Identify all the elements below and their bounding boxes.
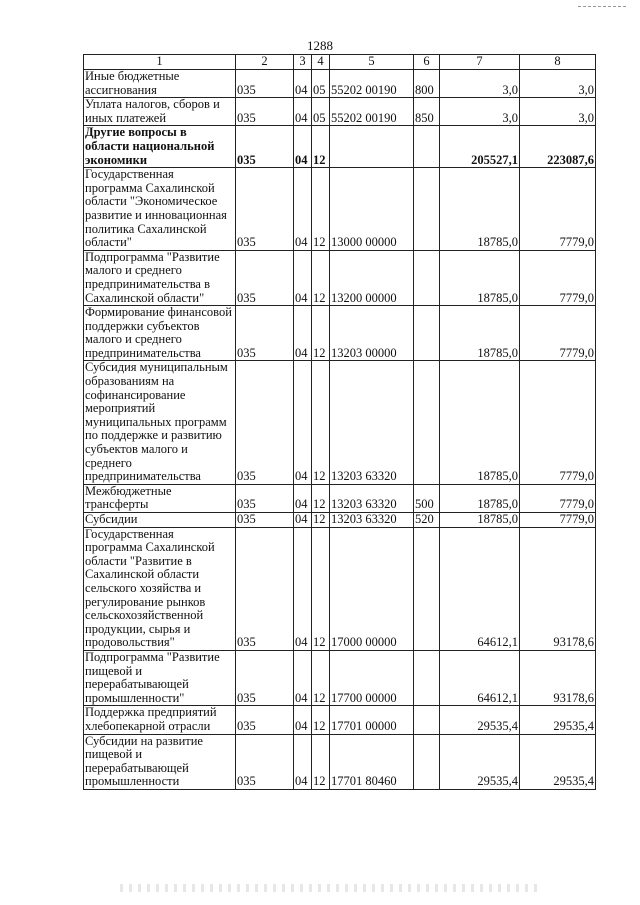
row-col-3: 04 — [294, 513, 312, 528]
row-col-6 — [414, 306, 440, 361]
row-col-2: 035 — [236, 527, 294, 650]
row-name: Межбюджетные трансферты — [84, 484, 236, 512]
header-col-1: 1 — [84, 55, 236, 70]
table-row — [84, 126, 596, 168]
table-body — [84, 70, 596, 790]
row-col-7: 205527,1 — [440, 126, 520, 168]
row-col-8: 7779,0 — [520, 250, 596, 305]
row-col-2: 035 — [236, 361, 294, 484]
row-col-8: 29535,4 — [520, 734, 596, 789]
row-col-3: 04 — [294, 706, 312, 734]
row-col-4: 05 — [312, 70, 330, 98]
row-col-5: 13203 63320 — [330, 361, 414, 484]
row-col-6 — [414, 734, 440, 789]
row-col-5: 13203 63320 — [330, 513, 414, 528]
row-col-5: 13200 00000 — [330, 250, 414, 305]
header-col-5: 5 — [330, 55, 414, 70]
table-row — [84, 734, 596, 789]
row-col-7: 18785,0 — [440, 250, 520, 305]
row-col-5: 55202 00190 — [330, 98, 414, 126]
row-col-4: 12 — [312, 361, 330, 484]
row-col-5: 17000 00000 — [330, 527, 414, 650]
row-col-2: 035 — [236, 650, 294, 705]
scan-noise — [120, 884, 540, 892]
header-col-4: 4 — [312, 55, 330, 70]
row-col-8: 7779,0 — [520, 513, 596, 528]
row-col-4: 12 — [312, 126, 330, 168]
row-col-3: 04 — [294, 306, 312, 361]
header-col-7: 7 — [440, 55, 520, 70]
row-col-6: 500 — [414, 484, 440, 512]
row-col-3: 04 — [294, 484, 312, 512]
row-col-7: 64612,1 — [440, 527, 520, 650]
row-name: Государственная программа Сахалинской области "Экономическое развитие и инновационная политика Сахалинской области" — [84, 168, 236, 251]
table-row — [84, 484, 596, 512]
row-col-6 — [414, 361, 440, 484]
row-col-8: 223087,6 — [520, 126, 596, 168]
row-col-7: 64612,1 — [440, 650, 520, 705]
row-name: Уплата налогов, сборов и иных платежей — [84, 98, 236, 126]
row-col-7: 18785,0 — [440, 306, 520, 361]
row-col-2: 035 — [236, 513, 294, 528]
row-col-7: 29535,4 — [440, 706, 520, 734]
row-col-7: 18785,0 — [440, 168, 520, 251]
row-col-5 — [330, 126, 414, 168]
table-row — [84, 650, 596, 705]
row-col-8: 3,0 — [520, 98, 596, 126]
row-col-5: 17701 00000 — [330, 706, 414, 734]
row-col-7: 3,0 — [440, 70, 520, 98]
row-col-2: 035 — [236, 484, 294, 512]
row-col-3: 04 — [294, 361, 312, 484]
row-col-3: 04 — [294, 70, 312, 98]
row-col-6 — [414, 650, 440, 705]
row-col-2: 035 — [236, 250, 294, 305]
table-row — [84, 361, 596, 484]
row-col-8: 7779,0 — [520, 484, 596, 512]
header-row — [84, 55, 596, 70]
row-col-2: 035 — [236, 306, 294, 361]
table-row — [84, 513, 596, 528]
row-col-7: 18785,0 — [440, 513, 520, 528]
row-col-2: 035 — [236, 168, 294, 251]
row-col-8: 3,0 — [520, 70, 596, 98]
row-col-6: 850 — [414, 98, 440, 126]
table-row — [84, 706, 596, 734]
row-col-7: 18785,0 — [440, 484, 520, 512]
row-col-4: 12 — [312, 706, 330, 734]
row-col-6 — [414, 168, 440, 251]
row-col-8: 7779,0 — [520, 361, 596, 484]
row-name: Субсидии — [84, 513, 236, 528]
row-col-5: 17701 80460 — [330, 734, 414, 789]
row-col-2: 035 — [236, 734, 294, 789]
row-name: Иные бюджетные ассигнования — [84, 70, 236, 98]
row-col-4: 12 — [312, 527, 330, 650]
row-col-4: 12 — [312, 650, 330, 705]
row-col-8: 7779,0 — [520, 306, 596, 361]
row-col-8: 29535,4 — [520, 706, 596, 734]
row-col-8: 93178,6 — [520, 527, 596, 650]
row-col-2: 035 — [236, 70, 294, 98]
row-name: Субсидия муниципальным образованиям на софинансирование мероприятий муниципальных программ по поддержке и развитию субъектов малого и среднего предпринимательства — [84, 361, 236, 484]
row-name: Формирование финансовой поддержки субъектов малого и среднего предпринимательства — [84, 306, 236, 361]
row-col-3: 04 — [294, 98, 312, 126]
row-col-4: 12 — [312, 250, 330, 305]
row-col-5: 55202 00190 — [330, 70, 414, 98]
row-col-5: 17700 00000 — [330, 650, 414, 705]
table-row — [84, 527, 596, 650]
header-col-8: 8 — [520, 55, 596, 70]
row-col-2: 035 — [236, 706, 294, 734]
row-col-2: 035 — [236, 126, 294, 168]
row-name: Другие вопросы в области национальной экономики — [84, 126, 236, 168]
row-col-3: 04 — [294, 126, 312, 168]
row-col-2: 035 — [236, 98, 294, 126]
row-name: Подпрограмма "Развитие малого и среднего предпринимательства в Сахалинской области" — [84, 250, 236, 305]
row-col-5: 13203 00000 — [330, 306, 414, 361]
row-col-7: 29535,4 — [440, 734, 520, 789]
header-col-6: 6 — [414, 55, 440, 70]
row-col-6: 520 — [414, 513, 440, 528]
row-col-8: 93178,6 — [520, 650, 596, 705]
budget-table — [83, 54, 596, 790]
row-col-5: 13000 00000 — [330, 168, 414, 251]
table-row — [84, 168, 596, 251]
row-col-6 — [414, 126, 440, 168]
table-row — [84, 306, 596, 361]
row-col-4: 12 — [312, 168, 330, 251]
row-col-6: 800 — [414, 70, 440, 98]
row-col-8: 7779,0 — [520, 168, 596, 251]
header-col-2: 2 — [236, 55, 294, 70]
row-col-6 — [414, 527, 440, 650]
row-col-5: 13203 63320 — [330, 484, 414, 512]
table-row — [84, 250, 596, 305]
row-col-3: 04 — [294, 527, 312, 650]
table-row — [84, 98, 596, 126]
row-col-4: 12 — [312, 484, 330, 512]
row-name: Подпрограмма "Развитие пищевой и перерабатывающей промышленности" — [84, 650, 236, 705]
row-name: Субсидии на развитие пищевой и перерабатывающей промышленности — [84, 734, 236, 789]
row-col-3: 04 — [294, 650, 312, 705]
row-name: Государственная программа Сахалинской области "Развитие в Сахалинской области сельского хозяйства и регулирование рынков сельскохозяйственной продукции, сырья и продовольствия" — [84, 527, 236, 650]
row-col-4: 05 — [312, 98, 330, 126]
page-number: 1288 — [307, 38, 333, 53]
table-row — [84, 70, 596, 98]
corner-mark — [578, 6, 626, 8]
row-col-3: 04 — [294, 168, 312, 251]
row-col-7: 18785,0 — [440, 361, 520, 484]
row-col-4: 12 — [312, 734, 330, 789]
row-col-4: 12 — [312, 513, 330, 528]
row-col-4: 12 — [312, 306, 330, 361]
row-col-6 — [414, 706, 440, 734]
row-col-6 — [414, 250, 440, 305]
row-col-7: 3,0 — [440, 98, 520, 126]
row-col-3: 04 — [294, 734, 312, 789]
row-name: Поддержка предприятий хлебопекарной отрасли — [84, 706, 236, 734]
header-col-3: 3 — [294, 55, 312, 70]
row-col-3: 04 — [294, 250, 312, 305]
